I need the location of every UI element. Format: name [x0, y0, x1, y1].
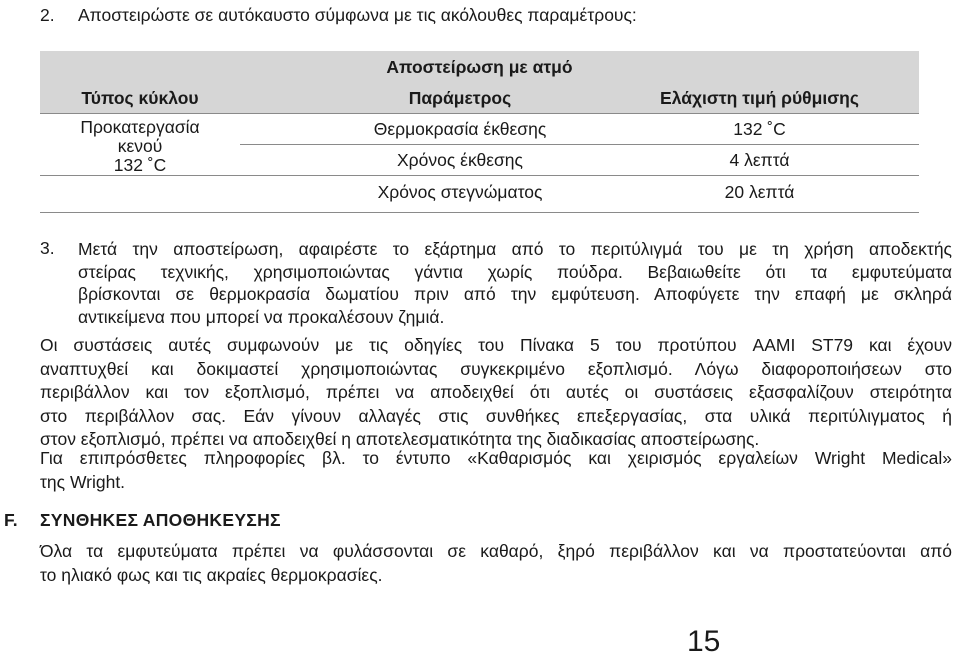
paragraph-line: Οι συστάσεις αυτές συμφωνούν με τις οδηγίες του Πίνακα 5 του προτύπου AAMI ST79 και έχουν	[40, 335, 952, 355]
item-3-line: αντικείμενα που μπορεί να προκαλέσουν ζημιά.	[78, 306, 445, 327]
param-cell: Χρόνος στεγνώματος	[377, 181, 543, 202]
section-f-title: ΣΥΝΘΗΚΕΣ ΑΠΟΘΗΚΕΥΣΗΣ	[40, 510, 281, 530]
item-3-text	[78, 238, 952, 328]
item-3-number: 3.	[40, 238, 55, 258]
header-parameter: Παράμετρος	[408, 88, 512, 108]
table-bottom-border	[40, 212, 919, 213]
table-row	[40, 176, 919, 208]
cycle-label-line-3: 132 ˚C	[113, 155, 167, 175]
cycle-label-line-2: κενού	[117, 136, 163, 156]
paragraph-line: Για επιπρόσθετες πληροφορίες βλ. το έντυπο «Καθαρισμός και χειρισμός εργαλείων Wright Medical»	[40, 448, 952, 468]
paragraph-line: στον εξοπλισμό, πρέπει να αποδειχθεί η αποτελεσματικότητα της διαδικασίας αποστείρωσης.	[40, 429, 760, 449]
paragraph-line: το ηλιακό φως και τις ακραίες θερμοκρασίες.	[40, 564, 383, 585]
paragraph-line: Όλα τα εμφυτεύματα πρέπει να φυλάσσονται σε καθαρό, ξηρό περιβάλλον και να προστατεύονται από	[40, 541, 952, 561]
table-title-row	[40, 51, 919, 84]
value-cell: 20 λεπτά	[724, 181, 795, 202]
header-cycle-type: Τύπος κύκλου	[81, 88, 199, 108]
table-header-row	[40, 84, 919, 113]
header-min-setting: Ελάχιστη τιμή ρύθμισης	[660, 88, 859, 108]
value-cell: 4 λεπτά	[729, 149, 790, 170]
item-3-line: στείρας τεχνικής, χρησιμοποιώντας γάντια χωρίς πούδρα. Βεβαιωθείτε ότι τα εμφυτεύματα	[78, 261, 952, 282]
paragraph-recommendations	[40, 334, 952, 452]
param-cell: Χρόνος έκθεσης	[397, 149, 523, 170]
item-3-line: Μετά την αποστείρωση, αφαιρέστε το εξάρτημα από το περιτύλιγμά του με τη χρήση αποδεκτής	[78, 239, 952, 259]
cycle-label-line-1: Προκατεργασία	[80, 117, 200, 137]
paragraph-line: στο περιβάλλον σας. Εάν γίνουν αλλαγές στις συνθήκες επεξεργασίας, στα υλικά περιτύλιγματος ή	[40, 405, 952, 426]
table-row	[40, 114, 919, 144]
section-f-letter: F.	[4, 510, 18, 530]
page-number: 15	[687, 625, 721, 658]
value-cell: 132 ˚C	[733, 118, 786, 139]
param-cell: Θερμοκρασία έκθεσης	[373, 118, 547, 139]
steam-sterilization-table	[40, 51, 919, 213]
paragraph-line: αναπτυχθεί και δοκιμαστεί χρησιμοποιώντας συγκεκριμένο εξοπλισμό. Λόγω διαφοροποιήσεων στο	[40, 358, 952, 379]
paragraph-line: της Wright.	[40, 471, 126, 492]
table-title: Αποστείρωση με ατμό	[386, 57, 573, 77]
paragraph-storage	[40, 540, 952, 587]
paragraph-line: περιβάλλον και τον εξοπλισμό, πρέπει να αποδειχθεί ότι αυτές οι συστάσεις εξασφαλίζουν στειρότητα	[40, 382, 952, 402]
item-2-number: 2.	[40, 5, 55, 25]
item-3-line: βρίσκονται σε θερμοκρασία δωματίου πριν από την εμφύτευση. Αποφύγετε την επαφή με σκληρά	[78, 284, 952, 304]
table-row	[40, 145, 919, 175]
item-2-text: Αποστειρώστε σε αυτόκαυστο σύμφωνα με τις ακόλουθες παραμέτρους:	[78, 5, 637, 25]
paragraph-more-info	[40, 447, 952, 494]
